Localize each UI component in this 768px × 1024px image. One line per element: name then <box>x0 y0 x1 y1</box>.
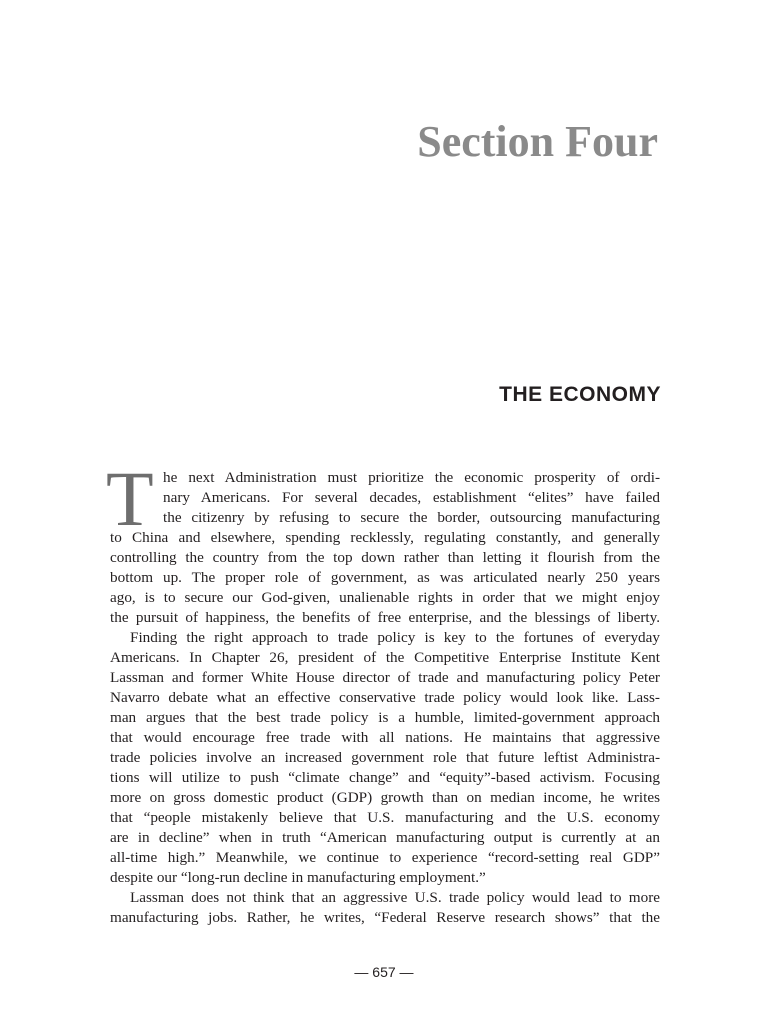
text-line: controlling the country from the top down rather than letting it flourish from the <box>110 549 660 566</box>
text-line: the pursuit of happiness, the benefits of free enterprise, and the blessings of liberty. <box>110 609 660 626</box>
text-line: are in decline” when in truth “American manufacturing output is currently at an <box>110 829 660 846</box>
text-line: Lassman and former White House director of trade and manufacturing policy Peter <box>110 669 660 686</box>
text-line: the citizenry by refusing to secure the border, outsourcing manufacturing <box>163 509 660 526</box>
text-line: man argues that the best trade policy is a humble, limited-government approach <box>110 709 660 726</box>
page-number: — 657 — <box>354 964 414 980</box>
text-line: nary Americans. For several decades, establishment “elites” have failed <box>163 489 660 506</box>
text-line: more on gross domestic product (GDP) growth than on median income, he writes <box>110 789 660 806</box>
text-line: to China and elsewhere, spending recklessly, regulating constantly, and generally <box>110 529 660 546</box>
body-text <box>106 455 660 928</box>
text-line: bottom up. The proper role of government, as was articulated nearly 250 years <box>110 569 660 586</box>
text-line: that would encourage free trade with all nations. He maintains that aggressive <box>110 729 660 746</box>
text-line: Finding the right approach to trade policy is key to the fortunes of everyday <box>130 629 660 646</box>
text-line: ago, is to secure our God-given, unalienable rights in order that we might enjoy <box>110 589 660 606</box>
text-line: Navarro debate what an effective conservative trade policy would look like. Lass- <box>110 689 660 706</box>
text-line: he next Administration must prioritize the economic prosperity of ordi- <box>163 469 660 486</box>
text-line: trade policies involve an increased government role that future leftist Administra- <box>110 749 660 766</box>
text-line: Americans. In Chapter 26, president of the Competitive Enterprise Institute Kent <box>110 649 660 666</box>
text-line: that “people mistakenly believe that U.S. manufacturing and the U.S. economy <box>110 809 660 826</box>
text-line: manufacturing jobs. Rather, he writes, “Federal Reserve research shows” that the <box>110 909 660 926</box>
drop-cap: T <box>106 455 154 542</box>
text-line: despite our “long-run decline in manufacturing employment.” <box>110 869 486 886</box>
chapter-heading: THE ECONOMY <box>499 383 661 406</box>
text-line: tions will utilize to push “climate change” and “equity”-based activism. Focusing <box>110 769 660 786</box>
text-line: all-time high.” Meanwhile, we continue to experience “record-setting real GDP” <box>110 849 660 866</box>
text-line: Lassman does not think that an aggressive U.S. trade policy would lead to more <box>130 889 660 906</box>
section-title: Section Four <box>417 117 658 166</box>
